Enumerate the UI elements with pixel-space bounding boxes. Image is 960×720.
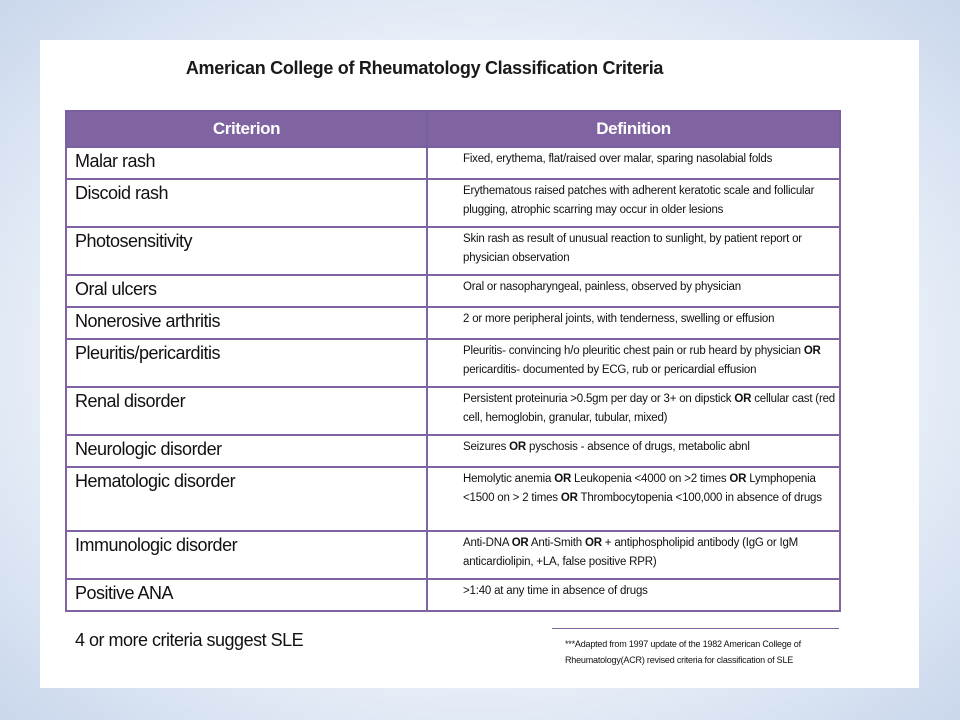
definition-text: Pleuritis- convincing h/o pleuritic chest pain or rub heard by physician — [463, 345, 804, 357]
criterion-cell: Photosensitivity — [66, 227, 427, 275]
definition-text: pyschosis - absence of drugs, metabolic abnl — [526, 441, 750, 453]
or-keyword: OR — [729, 473, 747, 485]
table-row — [66, 275, 840, 307]
definition-cell — [427, 435, 840, 467]
criterion-cell: Nonerosive arthritis — [66, 307, 427, 339]
column-header-criterion: Criterion — [66, 111, 427, 147]
source-footnote: ***Adapted from 1997 update of the 1982 American College of Rheumatology(ACR) revised criteria for classification of SLE — [565, 639, 801, 665]
table-row — [66, 307, 840, 339]
definition-cell — [427, 339, 840, 387]
table-row — [66, 387, 840, 435]
definition-text: Anti-DNA — [463, 537, 512, 549]
footnote-divider — [552, 628, 839, 629]
definition-cell — [427, 467, 840, 531]
definition-text: Skin rash as result of unusual reaction to sunlight, by patient report or physician observation — [463, 233, 802, 264]
page-title: American College of Rheumatology Classification Criteria — [185, 58, 664, 78]
definition-text: 2 or more peripheral joints, with tenderness, swelling or effusion — [463, 313, 775, 325]
definition-text: Leukopenia <4000 on >2 times — [571, 473, 730, 485]
criterion-cell: Pleuritis/pericarditis — [66, 339, 427, 387]
slide — [40, 40, 919, 688]
table-header-row — [66, 111, 840, 147]
criterion-cell: Hematologic disorder — [66, 467, 427, 531]
column-header-definition: Definition — [427, 111, 840, 147]
definition-cell — [427, 307, 840, 339]
or-keyword: OR — [584, 537, 602, 549]
table-row — [66, 179, 840, 227]
definition-cell — [427, 227, 840, 275]
definition-cell — [427, 531, 840, 579]
or-keyword: OR — [560, 491, 578, 504]
definition-text: Oral or nasopharyngeal, painless, observed by physician — [463, 281, 741, 293]
table-row — [66, 467, 840, 531]
criteria-summary-note: 4 or more criteria suggest SLE — [75, 630, 304, 650]
table-row — [66, 147, 840, 179]
definition-cell — [427, 387, 840, 435]
table-row — [66, 531, 840, 579]
or-keyword: OR — [511, 537, 529, 549]
definition-text: cellular cast (red cell, hemoglobin, granular, tubular, mixed) — [463, 393, 835, 424]
definition-text: Seizures — [463, 441, 510, 453]
criterion-cell: Renal disorder — [66, 387, 427, 435]
table-row — [66, 435, 840, 467]
definition-cell — [427, 275, 840, 307]
definition-text: Thrombocytopenia <100,000 in absence of drugs — [577, 491, 822, 504]
or-keyword: OR — [554, 473, 572, 485]
table-row — [66, 227, 840, 275]
criterion-cell: Positive ANA — [66, 579, 427, 611]
table-body — [66, 147, 840, 611]
criterion-cell: Immunologic disorder — [66, 531, 427, 579]
definition-text: Hemolytic anemia — [463, 473, 555, 485]
definition-text: + antiphospholipid antibody (IgG or IgM anticardiolipin, +LA, false positive RPR) — [463, 537, 799, 568]
criteria-table — [65, 110, 841, 612]
table-row — [66, 339, 840, 387]
definition-text: Anti-Smith — [528, 537, 585, 549]
criterion-cell: Malar rash — [66, 147, 427, 179]
definition-text: >1:40 at any time in absence of drugs — [463, 585, 648, 597]
definition-text: Fixed, erythema, flat/raised over malar, sparing nasolabial folds — [463, 153, 773, 165]
criterion-cell: Discoid rash — [66, 179, 427, 227]
criterion-cell: Oral ulcers — [66, 275, 427, 307]
definition-cell — [427, 579, 840, 611]
or-keyword: OR — [509, 441, 526, 453]
definition-cell — [427, 147, 840, 179]
or-keyword: OR — [803, 345, 821, 357]
criterion-cell: Neurologic disorder — [66, 435, 427, 467]
definition-cell — [427, 179, 840, 227]
table-row — [66, 579, 840, 611]
definition-text: pericarditis- documented by ECG, rub or pericardial effusion — [463, 363, 757, 376]
or-keyword: OR — [734, 393, 752, 405]
definition-text: Lymphopenia <1500 on > 2 times — [463, 473, 816, 504]
definition-text: Persistent proteinuria >0.5gm per day or 3+ on dipstick — [463, 393, 735, 405]
definition-text: Erythematous raised patches with adherent keratotic scale and follicular plugging, atrophic scarring may occur in older lesions — [463, 185, 815, 216]
